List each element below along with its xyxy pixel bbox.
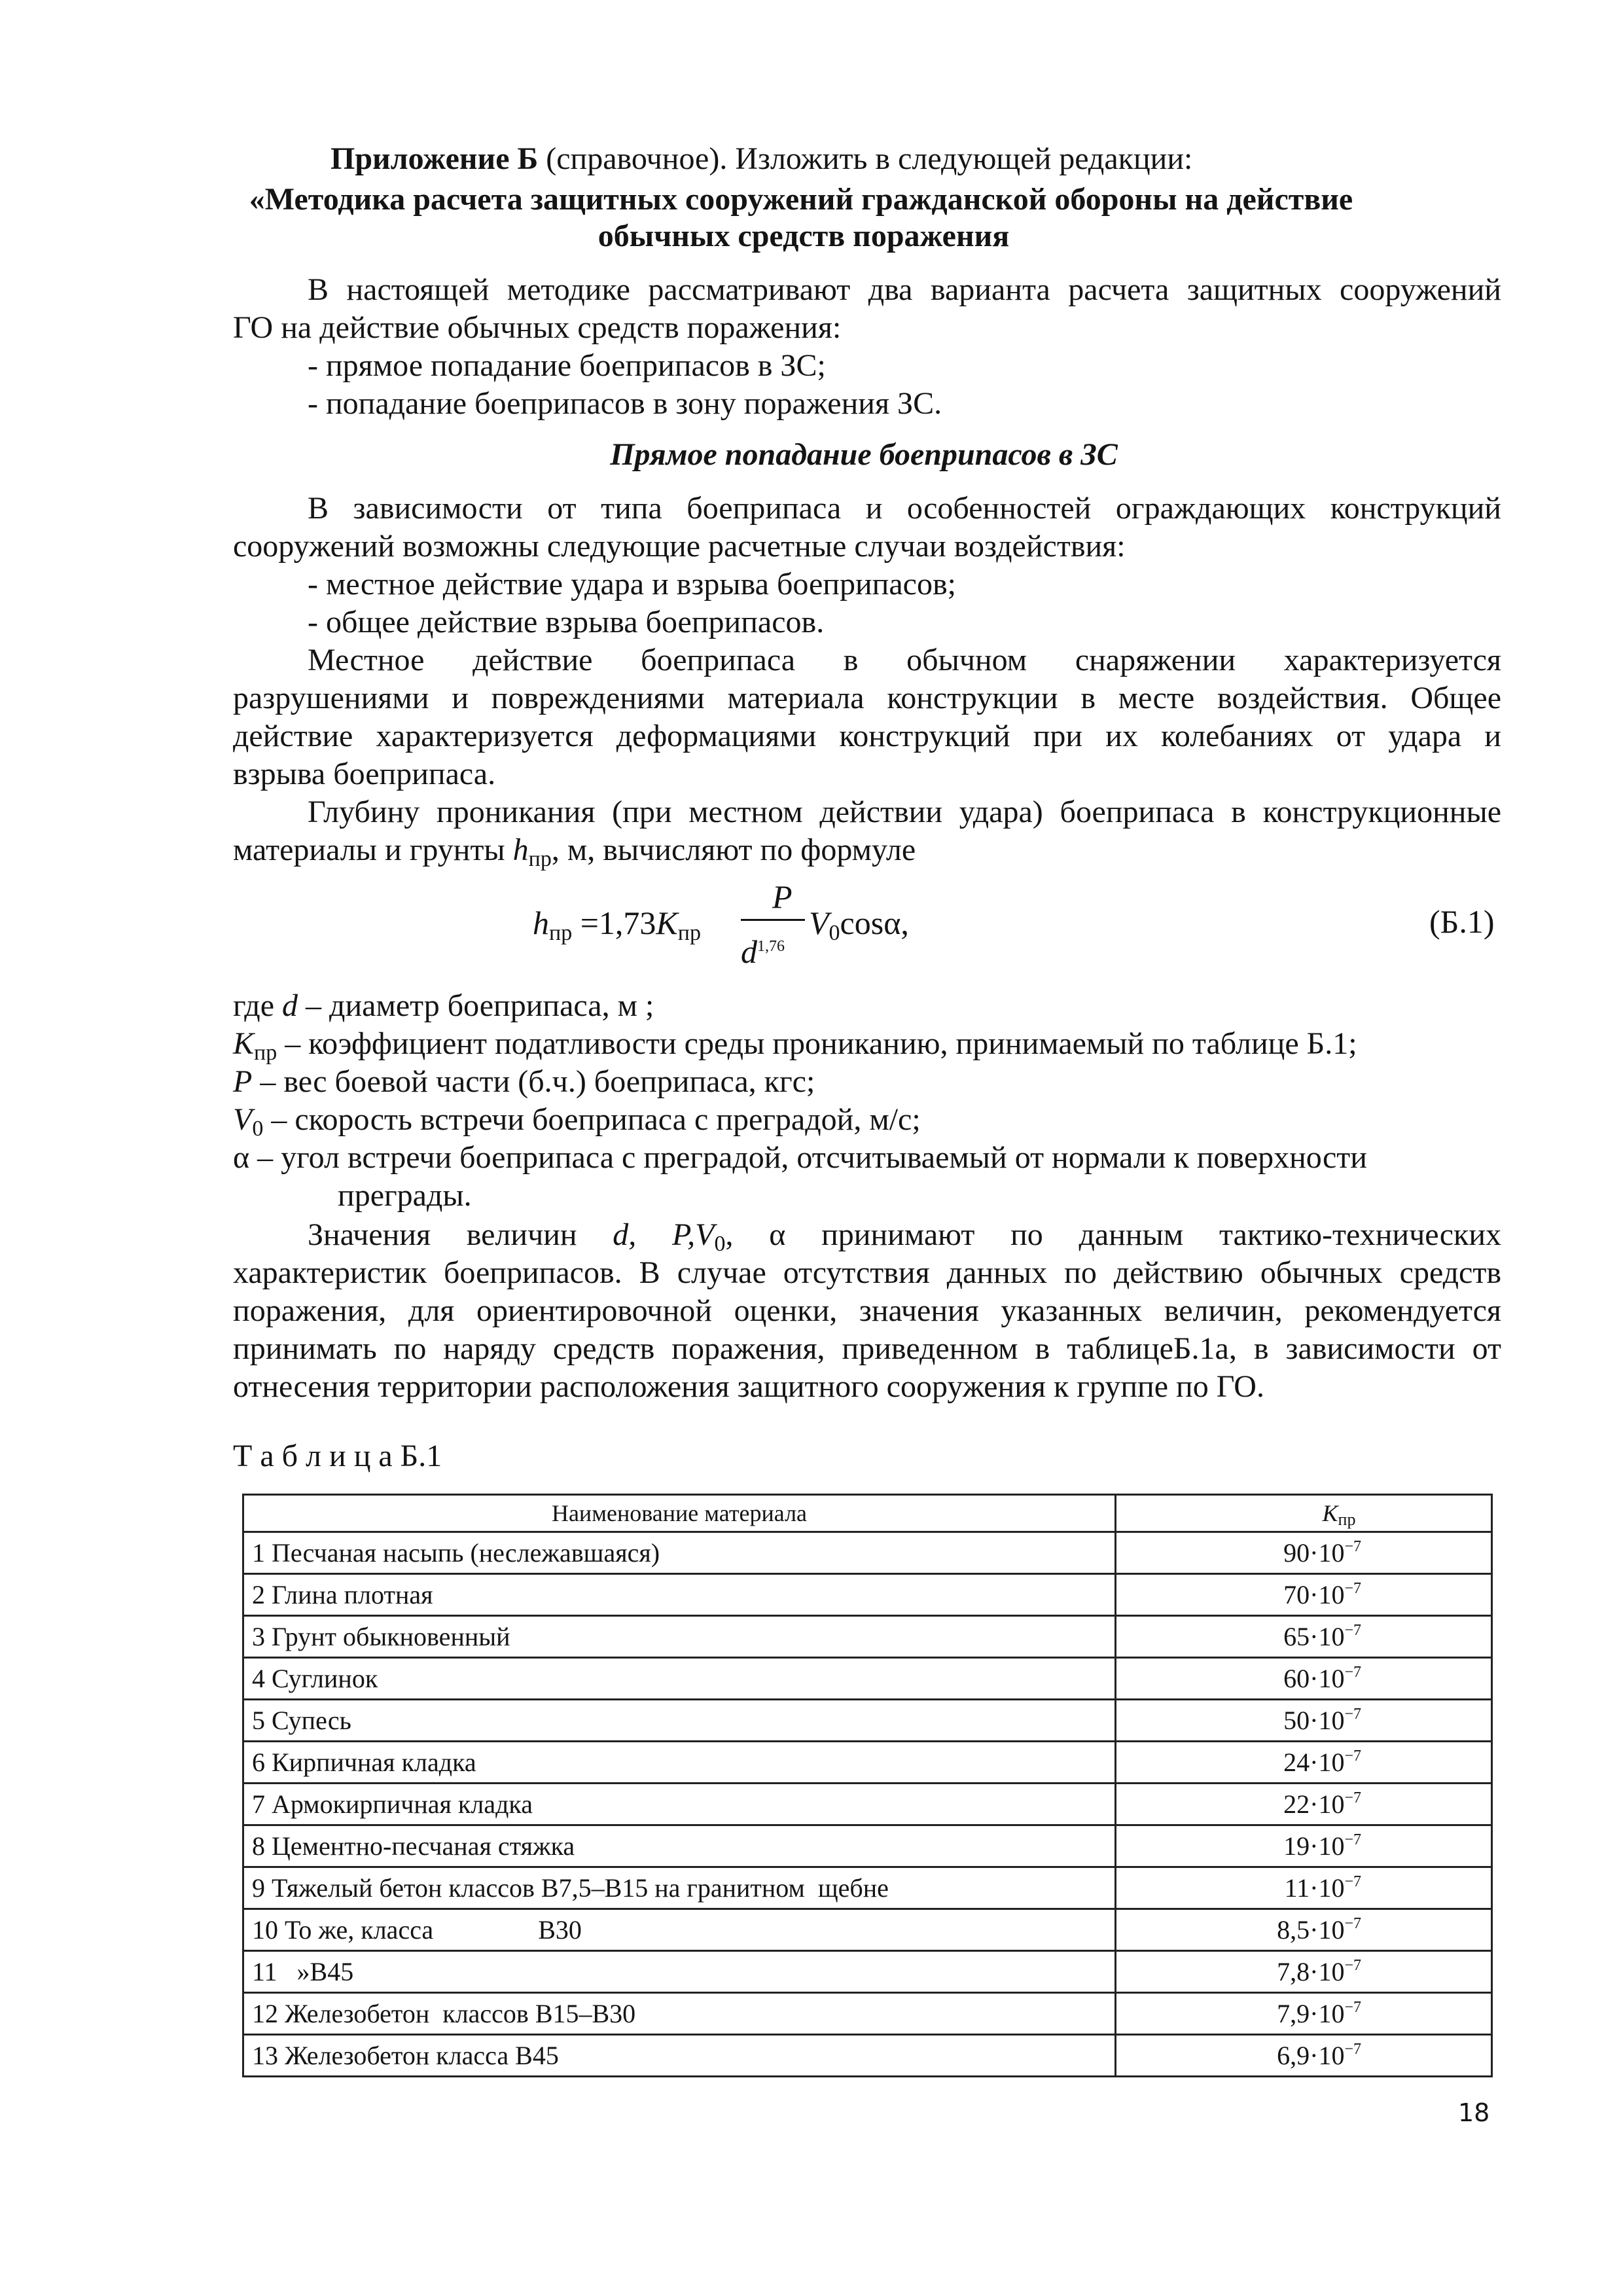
k-value-cell: $65\cdot 10^{-7}$	[1116, 1616, 1492, 1658]
k-value-cell: $8,5\cdot 10^{-7}$	[1116, 1909, 1492, 1951]
formula-numerator: P	[772, 878, 793, 915]
section-p3-line1: Глубину проникания (при местном действии удара) боеприпаса в конструкционные	[308, 795, 1501, 829]
intro-line2: ГО на действие обычных средств поражения:	[233, 310, 842, 345]
k-value-cell: $50\cdot 10^{-7}$	[1116, 1700, 1492, 1742]
document-title-line1: «Методика расчета защитных сооружений гражданской обороны на действие	[249, 182, 1353, 217]
k-value-cell: $60\cdot 10^{-7}$	[1116, 1658, 1492, 1700]
section-heading: Прямое попадание боеприпасов в ЗС	[610, 437, 1118, 472]
material-cell: 7 Армокирпичная кладка	[243, 1784, 1116, 1825]
header-material: Наименование материала	[243, 1495, 1116, 1532]
table-row	[243, 1616, 1492, 1658]
section-p2-line1: Местное действие боеприпаса в обычном снаряжении характеризуется	[308, 643, 1501, 677]
material-cell: 2 Глина плотная	[243, 1574, 1116, 1616]
material-cell: 4 Суглинок	[243, 1658, 1116, 1700]
appendix-rest: (справочное). Изложить в следующей редакции:	[538, 141, 1193, 176]
values-line3: поражения, для ориентировочной оценки, значения указанных величин, рекомендуется	[233, 1293, 1501, 1328]
material-cell: 3 Грунт обыкновенный	[243, 1616, 1116, 1658]
section-p2-line2: разрушениями и повреждениями материала конструкции в месте воздействия. Общее	[233, 681, 1501, 715]
material-cell: 13 Железобетон класса В45	[243, 2035, 1116, 2077]
definition-alpha: α – угол встречи боеприпаса с преградой, отсчитываемый от нормали к поверхности	[233, 1140, 1367, 1175]
section-p1-line1: В зависимости от типа боеприпаса и особенностей ограждающих конструкций	[308, 491, 1501, 526]
definition-p: P – вес боевой части (б.ч.) боеприпаса, кгс;	[233, 1064, 815, 1099]
section-p3-line2: материалы и грунты $h_{пр}$, м, вычисляют по формуле	[233, 833, 916, 871]
materials-table	[242, 1494, 1493, 2077]
material-cell: 8 Цементно-песчаная стяжка	[243, 1825, 1116, 1867]
table-row	[243, 1742, 1492, 1784]
k-value-cell: $22\cdot 10^{-7}$	[1116, 1784, 1492, 1825]
section-p2-line3: действие характеризуется деформациями конструкций при их колебаниях от удара и	[233, 719, 1501, 753]
appendix-line	[330, 140, 1192, 178]
k-value-cell: $90\cdot 10^{-7}$	[1116, 1532, 1492, 1574]
definition-alpha-cont: преграды.	[338, 1178, 472, 1213]
formula-number: (Б.1)	[1429, 903, 1495, 940]
material-cell: 9 Тяжелый бетон классов В7,5–В15 на гранитном щебне	[243, 1867, 1116, 1909]
k-value-cell: $7,9\cdot 10^{-7}$	[1116, 1993, 1492, 2035]
section-p1-line2: сооружений возможны следующие расчетные случаи воздействия:	[233, 529, 1126, 564]
fraction-bar	[741, 919, 805, 921]
section-item1: - местное действие удара и взрыва боеприпасов;	[308, 567, 956, 601]
table-body	[243, 1532, 1492, 2077]
material-cell: 1 Песчаная насыпь (неслежавшаяся)	[243, 1532, 1116, 1574]
k-value-cell: $70\cdot 10^{-7}$	[1116, 1574, 1492, 1616]
k-value-cell: $19\cdot 10^{-7}$	[1116, 1825, 1492, 1867]
material-cell: 5 Супесь	[243, 1700, 1116, 1742]
formula-rhs: $V_0\cos\alpha$,	[809, 905, 909, 945]
k-value-cell: $24\cdot 10^{-7}$	[1116, 1742, 1492, 1784]
table-row	[243, 1867, 1492, 1909]
values-line5: отнесения территории расположения защитного сооружения к группе по ГО.	[233, 1369, 1264, 1404]
intro-item2: - попадание боеприпасов в зону поражения ЗС.	[308, 386, 942, 421]
table-row	[243, 1951, 1492, 1993]
material-cell: 6 Кирпичная кладка	[243, 1742, 1116, 1784]
document-title-line2: обычных средств поражения	[597, 219, 1010, 253]
material-cell: 11 »В45	[243, 1951, 1116, 1993]
definition-k: $K_{пр}$ – коэффициент податливости среды прониканию, принимаемый по таблице Б.1;	[233, 1026, 1357, 1065]
appendix-label: Приложение Б	[330, 141, 539, 176]
page-number: 18	[1458, 2098, 1490, 2127]
k-value-cell: $11\cdot 10^{-7}$	[1116, 1867, 1492, 1909]
table-row	[243, 1993, 1492, 2035]
values-line2: характеристик боеприпасов. В случае отсутствия данных по действию обычных средств	[233, 1255, 1501, 1290]
values-line1: Значения величин d, $P,V_0$, α принимают по данным тактико-технических	[308, 1217, 1502, 1256]
table-row	[243, 1784, 1492, 1825]
formula-lhs: $h_{пр} =1,73K_{пр}$	[533, 905, 701, 945]
section-p2-line4: взрыва боеприпаса.	[233, 757, 496, 791]
intro-item1: - прямое попадание боеприпасов в ЗС;	[308, 348, 826, 383]
table-caption: Т а б л и ц а Б.1	[233, 1439, 442, 1473]
k-value-cell: $6,9\cdot 10^{-7}$	[1116, 2035, 1492, 2077]
table-row	[243, 2035, 1492, 2077]
table-row	[243, 1909, 1492, 1951]
section-item2: - общее действие взрыва боеприпасов.	[308, 605, 825, 639]
table-row	[243, 1532, 1492, 1574]
table-header-row	[243, 1495, 1492, 1532]
values-line4: принимать по наряду средств поражения, приведенном в таблицеБ.1а, в зависимости от	[233, 1331, 1501, 1366]
material-cell: 10 То же, класса В30	[243, 1909, 1116, 1951]
k-value-cell: $7,8\cdot 10^{-7}$	[1116, 1951, 1492, 1993]
table-row	[243, 1700, 1492, 1742]
header-k: $K_{пр}$	[1116, 1495, 1492, 1532]
table-row	[243, 1658, 1492, 1700]
definition-d: где d – диаметр боеприпаса, м ;	[233, 988, 654, 1023]
table-row	[243, 1574, 1492, 1616]
table-row	[243, 1825, 1492, 1867]
material-cell: 12 Железобетон классов В15–В30	[243, 1993, 1116, 2035]
definition-v: $V_0$ – скорость встречи боеприпаса с преградой, м/с;	[233, 1102, 921, 1141]
formula-denominator: $d^{1,76}$	[741, 933, 785, 970]
intro-line1: В настоящей методике рассматривают два варианта расчета защитных сооружений	[308, 272, 1501, 307]
